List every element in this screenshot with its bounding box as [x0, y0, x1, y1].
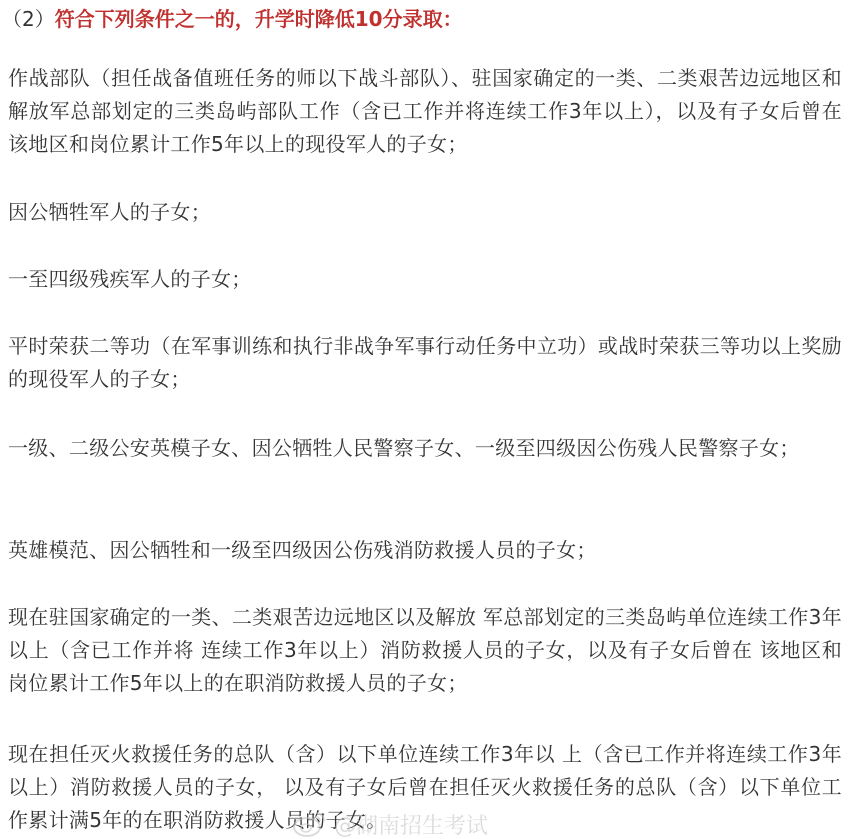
- paragraph-remote-fire-rescue: 现在驻国家确定的一类、二类艰苦边远地区以及解放 军总部划定的三类岛屿单位连续工作3年以上（含已工作并将 连续工作3年以上）消防救援人员的子女，以及有子女后曾在 该地区和岗位累计工作5年以上的在职消防救援人员的子女；: [8, 605, 842, 695]
- paragraph-merit-awards: 平时荣获二等功（在军事训练和执行非战争军事行动任务中立功）或战时荣获三等功以上奖励的现役军人的子女；: [8, 334, 842, 391]
- section-number: （2）: [2, 7, 55, 31]
- section-title: 符合下列条件之一的，升学时降低10分录取：: [54, 7, 463, 31]
- paragraph-combat-units: 作战部队（担任战备值班任务的师以下战斗部队）、驻国家确定的一类、二类艰苦边远地区和解放军总部划定的三类岛屿部队工作（含已工作并将连续工作3年以上），以及有子女后曾在该地区和岗位累计工作5年以上的现役军人的子女；: [8, 66, 842, 156]
- paragraph-fire-rescue-corps: 现在担任灭火救援任务的总队（含）以下单位连续工作3年以 上（含已工作并将连续工作3年以上）消防救援人员的子女， 以及有子女后曾在担任灭火救援任务的总队（含）以下单位工 作累计满5年的在职消防救援人员的子女。: [8, 742, 842, 832]
- section-heading: [2, 4, 463, 34]
- watermark-text: @湖南招生考试: [334, 813, 489, 839]
- paragraph-police-heroes: 一级、二级公安英模子女、因公牺牲人民警察子女、一级至四级因公伤残人民警察子女；: [8, 436, 800, 460]
- paragraph-fire-rescue-heroes: 英雄模范、因公牺牲和一级至四级因公伤残消防救援人员的子女；: [8, 538, 597, 562]
- paragraph-disabled-soldiers: 一至四级残疾军人的子女；: [8, 267, 252, 291]
- paragraph-martyr-children: 因公牺牲军人的子女；: [8, 200, 211, 224]
